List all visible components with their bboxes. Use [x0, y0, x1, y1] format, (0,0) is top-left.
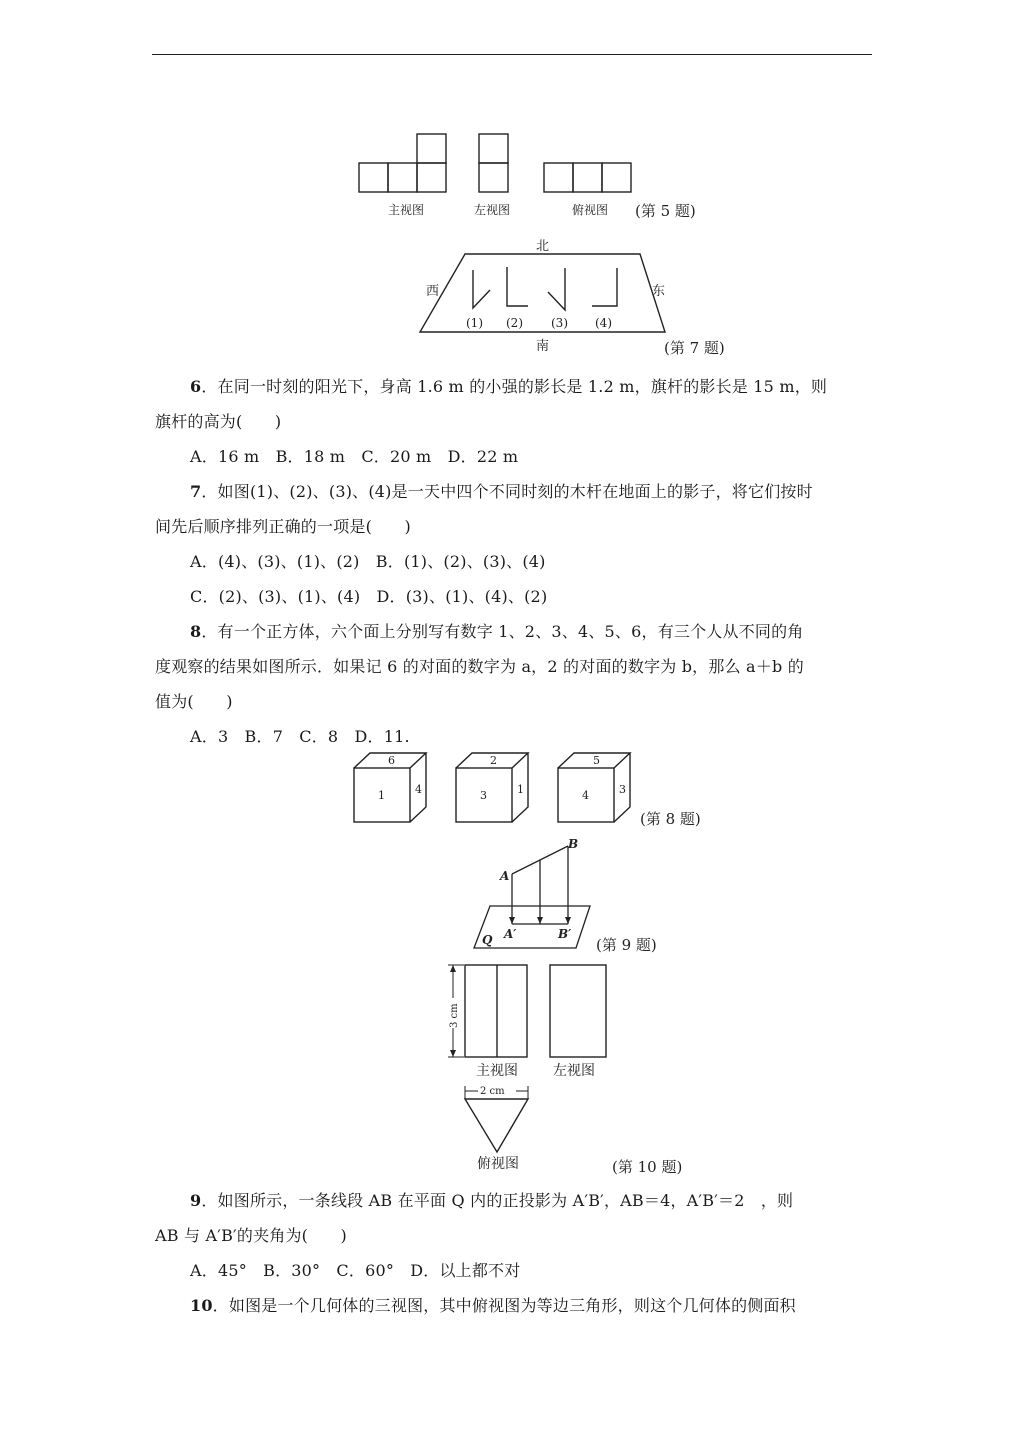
- q5-top-cell: [573, 163, 602, 192]
- point-b-prime-label: B′: [558, 927, 572, 941]
- q8-stem: [190, 619, 804, 642]
- q5-left-cell: [479, 163, 508, 192]
- q10-stem: [190, 1293, 796, 1316]
- cube-2-side: 1: [517, 783, 524, 796]
- south-label: 南: [536, 339, 550, 354]
- top-view-triangle: [465, 1099, 528, 1152]
- shadow-pole-3: [548, 268, 565, 310]
- q10-stem-line-1: ．如图是一个几何体的三视图，其中俯视图为等边三角形，则这个几何体的侧面积: [212, 1296, 796, 1315]
- shadow-pole-4: [592, 268, 617, 306]
- width-label: 2 cm: [480, 1086, 505, 1097]
- q7-options-line-2: C．(2)、(3)、(1)、(4) D．(3)、(1)、(4)、(2): [190, 587, 548, 606]
- shadow-pole-1: [473, 270, 490, 308]
- cube-1-top: 6: [388, 754, 395, 767]
- shadow-label-1: (1): [466, 316, 483, 330]
- q10-top-view-label: 俯视图: [477, 1156, 519, 1172]
- shadow-label-3: (3): [551, 316, 568, 330]
- east-label: 东: [652, 284, 666, 299]
- q9-stem-line-2: AB 与 A′B′的夹角为( ): [155, 1226, 347, 1245]
- point-a-prime-label: A′: [504, 927, 517, 941]
- q5-caption: (第 5 题): [635, 202, 696, 220]
- q5-front-cell: [388, 163, 417, 192]
- q9-caption: (第 9 题): [596, 936, 657, 954]
- header-rule: [152, 54, 872, 55]
- q6-number: 6: [190, 377, 202, 396]
- q5-left-cell: [479, 134, 508, 163]
- q7-number: 7: [190, 482, 202, 501]
- q8-stem-line-2: 度观察的结果如图所示．如果记 6 的对面的数字为 a，2 的对面的数字为 b，那么 a＋b 的: [155, 657, 804, 676]
- q7-stem-line-2: 间先后顺序排列正确的一项是( ): [155, 517, 411, 536]
- cube-3-front: 4: [582, 789, 589, 802]
- cube-1-front: 1: [378, 789, 385, 802]
- point-b-label: B: [568, 837, 579, 851]
- north-label: 北: [536, 239, 550, 254]
- q7-figure: [410, 232, 740, 362]
- q6-stem: [190, 374, 827, 397]
- plane-q-label: Q: [482, 933, 493, 947]
- q5-left-view-label: 左视图: [474, 203, 511, 217]
- height-label: 3 cm: [449, 1003, 460, 1028]
- west-label: 西: [426, 284, 440, 299]
- q10-number: 10: [190, 1296, 213, 1315]
- q5-front-cell: [417, 134, 446, 163]
- q6-options: A．16 m B．18 m C．20 m D．22 m: [190, 447, 519, 466]
- q9-options: A．45° B．30° C．60° D．以上都不对: [190, 1261, 521, 1280]
- cube-3-top: 5: [593, 754, 600, 767]
- q8-options: A．3 B．7 C．8 D．11.: [190, 727, 410, 746]
- q8-stem-line-3: 值为( ): [155, 692, 233, 711]
- q10-figure: [440, 960, 700, 1180]
- cube-1-side: 4: [415, 783, 422, 796]
- q8-caption: (第 8 题): [640, 810, 701, 828]
- shadow-label-2: (2): [506, 316, 523, 330]
- q5-top-cell: [544, 163, 573, 192]
- q8-figure: [350, 748, 730, 834]
- q9-stem-line-1: ．如图所示，一条线段 AB 在平面 Q 内的正投影为 A′B′，AB＝4，A′B′＝2 ，则: [201, 1191, 794, 1210]
- q7-stem-line-1: ．如图(1)、(2)、(3)、(4)是一天中四个不同时刻的木杆在地面上的影子，将它们按时: [201, 482, 813, 501]
- cube-3-side: 3: [619, 783, 626, 796]
- cube-2-front: 3: [480, 789, 487, 802]
- q6-stem-line-2: 旗杆的高为( ): [155, 412, 282, 431]
- q5-top-view-label: 俯视图: [572, 203, 609, 217]
- q8-stem-line-1: ．有一个正方体，六个面上分别写有数字 1、2、3、4、5、6，有三个人从不同的角: [201, 622, 804, 641]
- q7-stem: [190, 479, 813, 502]
- q10-left-view-label: 左视图: [553, 1063, 595, 1079]
- q5-figure: [350, 128, 710, 228]
- q6-stem-line-1: ．在同一时刻的阳光下，身高 1.6 m 的小强的影长是 1.2 m，旗杆的影长是 15 m，则: [201, 377, 828, 396]
- q5-front-cell: [359, 163, 388, 192]
- left-view-rect: [550, 965, 606, 1057]
- q5-front-cell: [417, 163, 446, 192]
- q7-caption: (第 7 题): [664, 339, 725, 357]
- q9-figure: [460, 834, 680, 956]
- q5-top-cell: [602, 163, 631, 192]
- q9-number: 9: [190, 1191, 202, 1210]
- q10-caption: (第 10 题): [612, 1158, 683, 1176]
- shadow-label-4: (4): [595, 316, 612, 330]
- q9-stem: [190, 1188, 793, 1211]
- q10-front-view-label: 主视图: [476, 1063, 518, 1079]
- cube-2-top: 2: [490, 754, 497, 767]
- point-a-label: A: [500, 869, 510, 883]
- q8-number: 8: [190, 622, 202, 641]
- ground-trapezoid: [420, 254, 665, 332]
- q7-options-line-1: A．(4)、(3)、(1)、(2) B．(1)、(2)、(3)、(4): [190, 552, 546, 571]
- front-view-rect: [465, 965, 527, 1057]
- shadow-pole-2: [507, 267, 528, 306]
- q5-front-view-label: 主视图: [388, 203, 425, 217]
